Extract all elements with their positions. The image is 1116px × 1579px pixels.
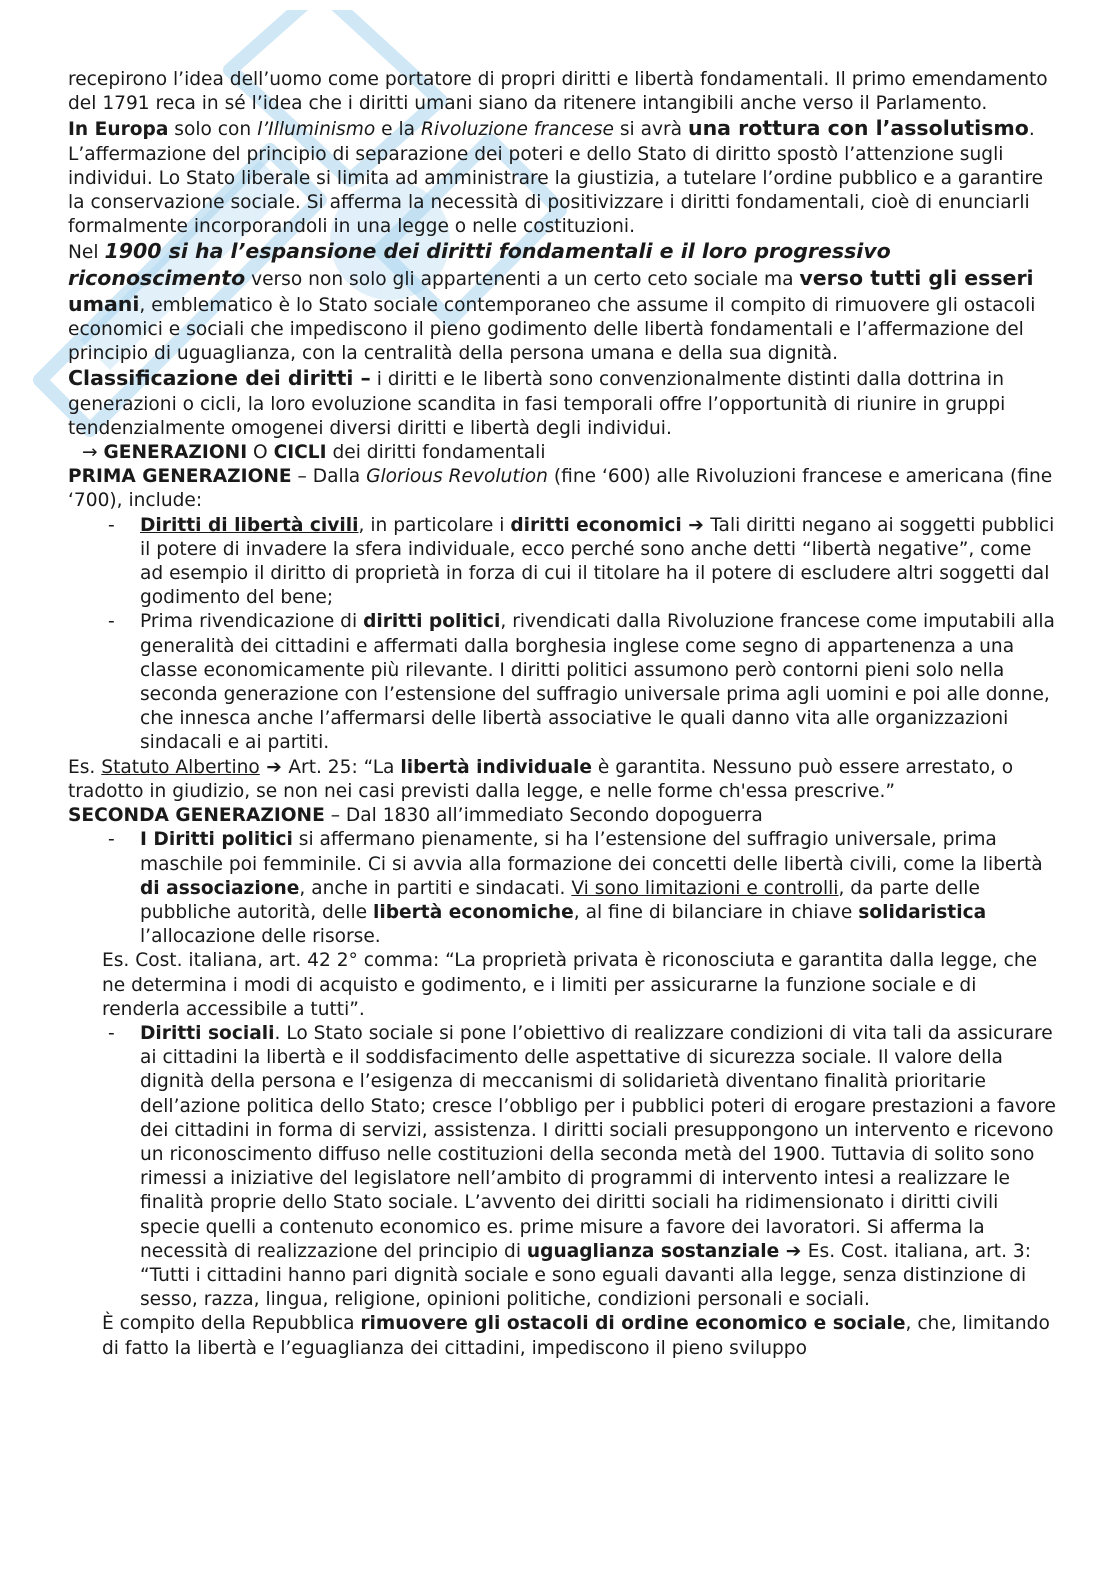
seconda-generazione-heading: SECONDA GENERAZIONE – Dal 1830 all’immediato Secondo dopoguerra	[68, 805, 763, 827]
list-item-diritti-politici-2: - I Diritti politici si affermano pienamente, si ha l’estensione del suffragio universale, prima maschile poi femminile. Ci si avvia alla formazione dei concetti delle libertà civili, come la libertà di associazione, anche in partiti e sindacati. Vi sono limitazioni e controlli, da parte delle pubbliche autorità, delle libertà economiche, al fine di bilanciare in chiave solidaristica l’allocazione delle risorse.	[108, 829, 1043, 948]
list-item-liberta-civili: - Diritti di libertà civili, in particolare i diritti economici ➔ Tali diritti negano ai soggetti pubblici il potere di invadere la sfera individuale, ecco perché sono anche detti “libertà negative”, come ad esempio il diritto di proprietà in forza di cui il titolare ha il potere di escludere altri soggetti dal godimento del bene;	[108, 514, 1055, 609]
esempio-art-42: Es. Cost. italiana, art. 42 2° comma: “La proprietà privata è riconosciuta e garantita dalla legge, che ne determina i modi di acquisto e godimento, e i limiti per assicurarne la funzione sociale e di renderla accessibile a tutti”.	[102, 950, 1038, 1020]
paragraph-1900: Nel 1900 si ha l’espansione dei diritti fondamentali e il loro progressivo riconoscimento verso non solo gli appartenenti a un certo ceto sociale ma verso tutti gli esseri umani, emblematico è lo Stato sociale contemporaneo che assume il compito di rimuovere gli ostacoli economici e sociali che impediscono il pieno godimento delle libertà fondamentali e l’affermazione del principio di uguaglianza, con la centralità della persona umana e della sua dignità.	[68, 239, 1036, 365]
paragraph-europa: In Europa solo con l’Illuminismo e la Rivoluzione francese si avrà una rottura con l’assolutismo. L’affermazione del principio di separazione dei poteri e dello Stato di diritto spostò l’attenzione sugli individui. Lo Stato liberale si limita ad amministrare la giustizia, a tutelare l’ordine pubblico e a garantire la conservazione sociale. Si afferma la necessità di positivizzare i diritti fondamentali, cioè di enunciarli formalmente incorporandoli in una legge o nelle costituzioni.	[68, 116, 1044, 238]
arrow-icon: →	[82, 442, 104, 464]
paragraph-compito-repubblica: È compito della Repubblica rimuovere gli ostacoli di ordine economico e sociale, che, limitando di fatto la libertà e l’eguaglianza dei cittadini, impediscono il pieno sviluppo	[102, 1313, 1050, 1359]
prima-generazione-heading: PRIMA GENERAZIONE – Dalla Glorious Revolution (fine ‘600) alle Rivoluzioni francese e americana (fine ‘700), include:	[68, 466, 1053, 512]
generazioni-heading: → GENERAZIONI O CICLI dei diritti fondamentali	[82, 442, 546, 464]
list-item-diritti-sociali: - Diritti sociali. Lo Stato sociale si pone l’obiettivo di realizzare condizioni di vita tali da assicurare ai cittadini la libertà e il soddisfacimento delle aspettative di sicurezza sociale. Il valore della dignità della persona e l’esigenza di meccanismi di solidarietà diventano finalità prioritarie dell’azione politica dello Stato; cresce l’obbligo per i pubblici poteri di erogare prestazioni a favore dei cittadini in forma di servizi, assistenza. I diritti sociali presuppongono un intervento e ricevono un riconoscimento diffuso nelle costituzioni della seconda metà del 1900. Tuttavia di solito sono rimessi a iniziative del legislatore nell’ambito di programmi di intervento intesi a realizzare le finalità proprie dello Stato sociale. L’avvento dei diritti sociali ha ridimensionato i diritti civili specie quelli a contenuto economico es. prime misure a favore dei lavoratori. Si afferma la necessità di realizzazione del principio di uguaglianza sostanziale ➔ Es. Cost. italiana, art. 3: “Tutti i cittadini hanno pari dignità sociale e sono eguali davanti alla legge, senza distinzione di sesso, razza, lingua, religione, opinioni politiche, condizioni personali e sociali.	[108, 1022, 1056, 1311]
arrow-right-icon: ➔	[779, 1240, 808, 1262]
arrow-right-icon: ➔	[681, 514, 711, 536]
paragraph-classificazione: Classificazione dei diritti – i diritti e le libertà sono convenzionalmente distinti dalla dottrina in generazioni o cicli, la loro evoluzione scandita in fasi temporali offre l’opportunità di riunire in gruppi tendenzialmente omogenei diversi diritti e libertà degli individui.	[68, 366, 1006, 439]
esempio-statuto-albertino: Es. Statuto Albertino ➔ Art. 25: “La libertà individuale è garantita. Nessuno può essere arrestato, o tradotto in giudizio, se non nei casi previsti dalla legge, e nelle forme ch'essa prescrive.”	[68, 756, 1014, 802]
list-item-diritti-politici: - Prima rivendicazione di diritti politici, rivendicati dalla Rivoluzione francese come imputabili alla generalità dei cittadini e affermati dalla borghesia inglese come segno di appartenenza a una classe economicamente più rilevante. I diritti politici assumono però contorni pieni solo nella seconda generazione con l’estensione del suffragio universale prima agli uomini e poi alle donne, che innesca anche l’affermarsi delle libertà associative le quali danno vita alle organizzazioni sindacali e ai partiti.	[108, 611, 1055, 754]
seconda-generazione-list-2	[68, 1022, 1056, 1312]
prima-generazione-list	[68, 514, 1056, 756]
seconda-generazione-list-1	[68, 828, 1056, 949]
paragraph-intro: recepirono l’idea dell’uomo come portatore di propri diritti e libertà fondamentali. Il primo emendamento del 1791 reca in sé l’idea che i diritti umani siano da ritenere intangibili anche verso il Parlamento.	[68, 69, 1048, 115]
arrow-right-icon: ➔	[259, 756, 289, 778]
